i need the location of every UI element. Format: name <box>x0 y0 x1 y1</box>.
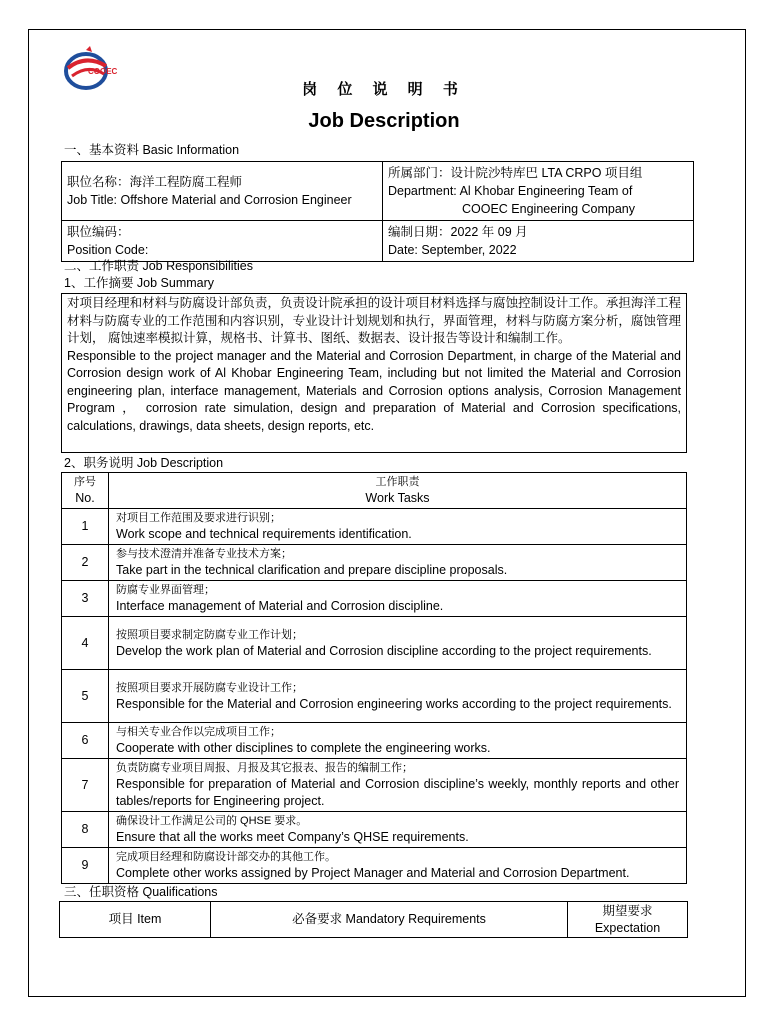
department-cell <box>383 162 694 221</box>
date-cn: 编制日期：2022 年 09 月 <box>388 225 528 239</box>
position-code-en: Position Code: <box>67 243 149 257</box>
section-responsibilities: 二、工作职责 Job Responsibilities <box>64 259 253 273</box>
section-job-description: 2、职务说明 Job Description <box>64 456 224 470</box>
header-work-tasks: 工作职责 Work Tasks <box>109 473 687 509</box>
table-row <box>62 617 687 670</box>
position-code-cell <box>62 221 383 262</box>
task-text: 参与技术澄清并准备专业技术方案； Take part in the technical clarification and prepare discipline proposals. <box>109 545 687 581</box>
title-chinese: 岗 位 说 明 书 <box>302 81 466 98</box>
table-row <box>62 581 687 617</box>
work-tasks-table <box>61 472 687 884</box>
task-no: 3 <box>62 581 109 617</box>
task-no: 9 <box>62 848 109 884</box>
section-basic-info: 一、基本资料 Basic Information <box>64 143 240 157</box>
task-no: 7 <box>62 759 109 812</box>
table-row <box>62 509 687 545</box>
section-job-summary: 1、工作摘要 Job Summary <box>64 276 215 290</box>
svg-text:COOEC: COOEC <box>88 67 118 76</box>
summary-en: Responsible to the project manager and the Material and Corrosion Department, in charge of the Material and Corrosion design work of Al Khobar Engineering Team, including but not limited the Material and Corrosion engineering plan, interface management, Materials and Corrosion options analysis, Corrosion Management Program ， corrosion rate simulation, design and preparation of Material and Corrosion specifications, calculations, drawings, data sheets, design reports, etc. <box>67 348 681 433</box>
task-no: 1 <box>62 509 109 545</box>
header-expectation: 期望要求 Expectation <box>568 902 688 938</box>
department-en: Department: Al Khobar Engineering Team of <box>388 184 633 198</box>
header-mandatory: 必备要求 Mandatory Requirements <box>211 902 568 938</box>
date-cell <box>383 221 694 262</box>
task-no: 8 <box>62 812 109 848</box>
section-qualifications: 三、任职资格 Qualifications <box>64 885 218 899</box>
task-text: 负责防腐专业项目周报、月报及其它报表、报告的编制工作； Responsible for preparation of Material and Corrosion discipline’s weekly, monthly reports and other tables/reports for Engineering project. <box>109 759 687 812</box>
task-no: 6 <box>62 723 109 759</box>
task-no: 2 <box>62 545 109 581</box>
basic-info-table <box>61 161 694 262</box>
position-code-cn: 职位编码： <box>67 225 130 239</box>
task-text: 完成项目经理和防腐设计部交办的其他工作。 Complete other works assigned by Project Manager and Material and Corrosion Department. <box>109 848 687 884</box>
tasks-header-row <box>62 473 687 509</box>
table-row <box>62 545 687 581</box>
task-no: 4 <box>62 617 109 670</box>
title-english: Job Description <box>308 110 460 132</box>
job-title-cell <box>62 162 383 221</box>
table-row <box>62 723 687 759</box>
task-text: 确保设计工作满足公司的 QHSE 要求。 Ensure that all the works meet Company’s QHSE requirements. <box>109 812 687 848</box>
department-cn: 所属部门：设计院沙特库巴 LTA CRPO 项目组 <box>388 166 643 180</box>
task-text: 与相关专业合作以完成项目工作； Cooperate with other disciplines to complete the engineering works. <box>109 723 687 759</box>
header-no: 序号 No. <box>62 473 109 509</box>
table-row <box>62 670 687 723</box>
date-en: Date: September, 2022 <box>388 243 517 257</box>
task-text: 按照项目要求制定防腐专业工作计划； Develop the work plan of Material and Corrosion discipline according to the project requirements. <box>109 617 687 670</box>
job-title-cn: 职位名称：海洋工程防腐工程师 <box>67 175 243 189</box>
summary-cn: 对项目经理和材料与防腐设计部负责，负责设计院承担的设计项目材料选择与腐蚀控制设计工作。承担海洋工程材料与防腐专业的工作范围和内容识别，专业设计计划规划和执行，界面管理，材料与防腐方案分析，腐蚀管理计划， 腐蚀速率模拟计算，规格书、计算书、图纸、数据表、设计报告等设计和编制工作。 <box>67 296 681 345</box>
task-no: 5 <box>62 670 109 723</box>
qualifications-table <box>59 901 688 938</box>
table-row <box>62 812 687 848</box>
job-title-en: Job Title: Offshore Material and Corrosion Engineer <box>67 193 352 207</box>
table-row <box>62 759 687 812</box>
task-text: 防腐专业界面管理； Interface management of Material and Corrosion discipline. <box>109 581 687 617</box>
table-row <box>62 848 687 884</box>
department-en-2: COOEC Engineering Company <box>462 202 635 216</box>
task-text: 对项目工作范围及要求进行识别； Work scope and technical requirements identification. <box>109 509 687 545</box>
task-text: 按照项目要求开展防腐专业设计工作； Responsible for the Material and Corrosion engineering works according to the project requirements. <box>109 670 687 723</box>
job-summary-box <box>61 293 687 453</box>
header-item: 项目 Item <box>60 902 211 938</box>
